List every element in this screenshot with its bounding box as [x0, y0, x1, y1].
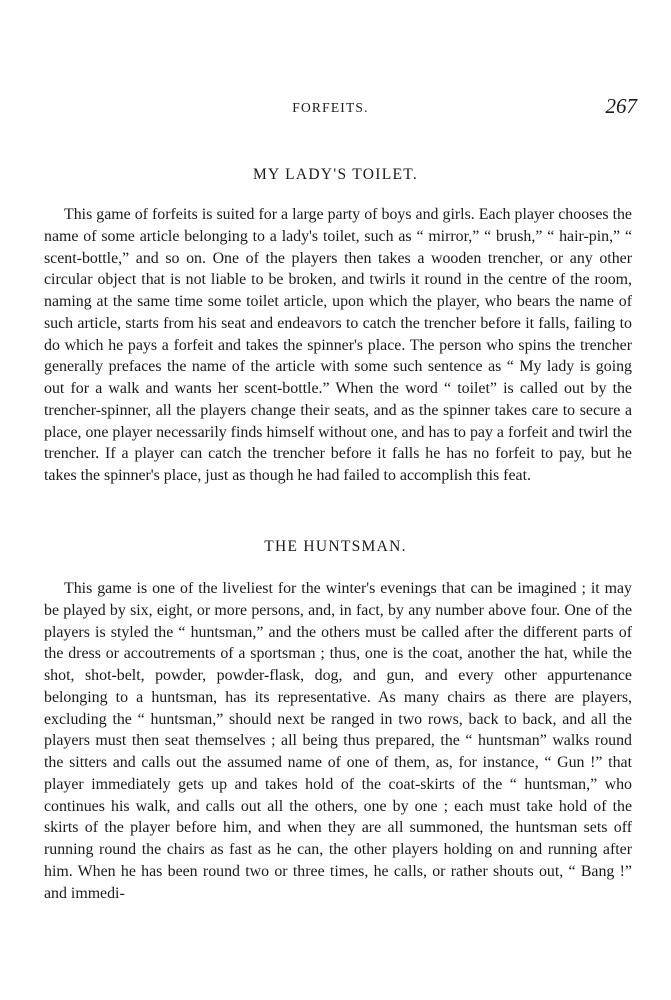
running-head — [24, 96, 637, 122]
section-heading-the-huntsman: THE HUNTSMAN. — [264, 538, 407, 555]
running-title: FORFEITS. — [292, 100, 369, 115]
section-paragraph-the-huntsman: This game is one of the liveliest for the winter's evenings that can be imagined ; it may be played by six, eight, or more persons, and, in fact, by any number above four. One of the players is styled the “ huntsman,” and the others must be called after the different parts of the dress or accoutrements of a sportsman ; thus, one is the coat, another the hat, while the shot, shot-belt, powder, powder-flask, dog, and gun, and every other appurtenance belonging to a huntsman, has its representative. As many chairs as there are players, excluding the “ huntsman,” should next be ranged in two rows, back to back, and all the players must then seat themselves ; all being thus prepared, the “ huntsman” walks round the sitters and calls out the assumed name of one of them, as, for instance, “ Gun !” that player immediately gets up and takes hold of the coat-skirts of the “ huntsman,” who continues his walk, and calls out all the others, one by one ; each must take hold of the skirts of the player before him, and when they are all summoned, the huntsman sets off running round the chairs as fast as he can, the other players holding on and running after him. When he has been round two or three times, he calls, or rather shouts out, “ Bang !” and immedi- — [44, 580, 632, 902]
page-number: 267 — [605, 94, 637, 118]
section-heading-my-ladys-toilet: MY LADY'S TOILET. — [252, 166, 419, 183]
section-paragraph-my-ladys-toilet: This game of forfeits is suited for a large party of boys and girls. Each player chooses the name of some article belonging to a lady's toilet, such as “ mirror,” “ brush,” “ hair-pin,” “ scent-bottle,” and so on. One of the players then takes a wooden trencher, or any other circular object that is not liable to be broken, and twirls it round in the centre of the room, naming at the same time some toilet article, upon which the player, who bears the name of such article, starts from his seat and endeavors to catch the trencher before it falls, failing to do which he pays a forfeit and takes the spinner's place. The person who spins the trencher generally prefaces the name of the article with some such sentence as “ My lady is going out for a walk and wants her scent-bottle.” When the word “ toilet” is called out by the trencher-spinner, all the players change their seats, and as the spinner takes care to secure a place, one player necessarily finds himself without one, and has to pay a forfeit and twirl the trencher. If a player can catch the trencher before it falls he has no forfeit to pay, but he takes the spinner's place, just as though he had failed to accomplish this feat. — [44, 206, 632, 484]
